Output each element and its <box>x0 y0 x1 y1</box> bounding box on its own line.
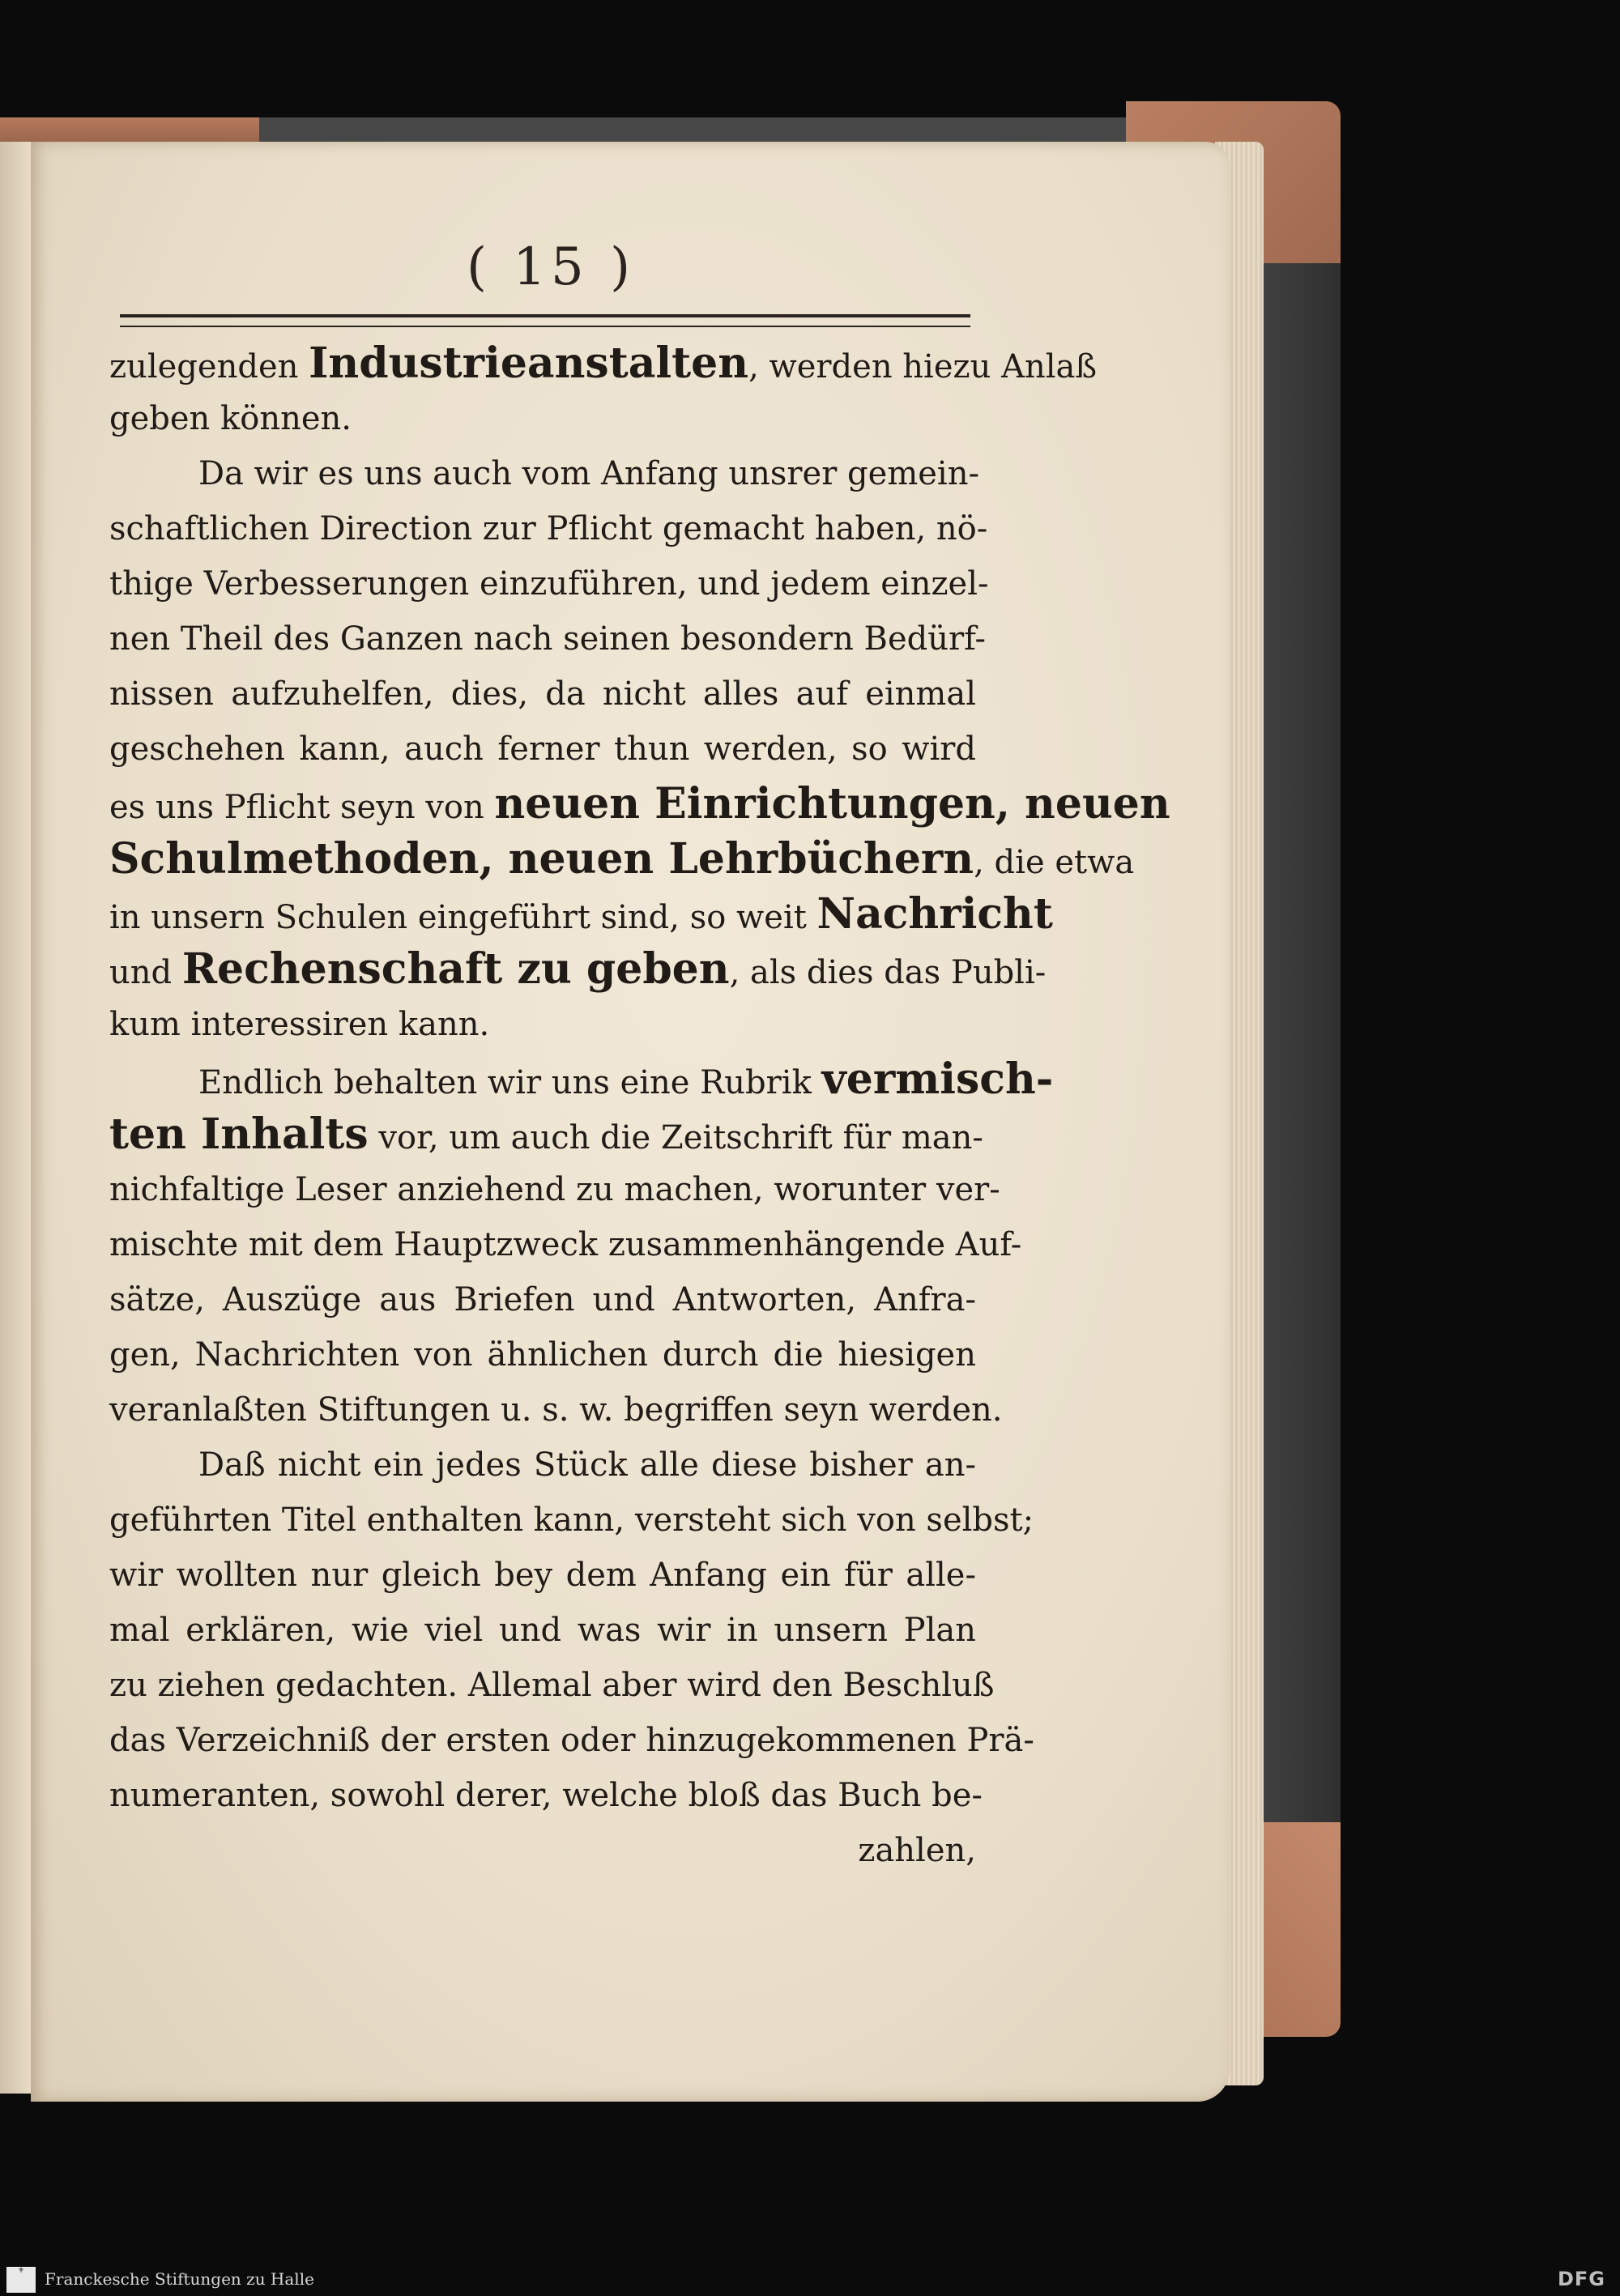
line-text: geführten Titel enthalten kann, versteht sich von selbst; <box>109 1502 1034 1539</box>
line-text: schaftlichen Direction zur Pflicht gemacht haben, nö- <box>109 510 988 547</box>
line-text: gen, Nachrichten von ähnlichen durch die hiesigen <box>109 1336 976 1374</box>
text-line <box>109 942 1047 997</box>
line-text: geschehen kann, auch ferner thun werden, so wird <box>109 731 976 768</box>
text-line <box>109 611 986 667</box>
text-line <box>109 1327 976 1382</box>
line-emphasis: Nachricht <box>816 889 1053 939</box>
text-line <box>109 1548 976 1603</box>
line-text: mischte mit dem Hauptzweck zusammenhängende Auf- <box>109 1226 1022 1263</box>
text-line <box>109 1438 976 1493</box>
text-line <box>109 391 976 446</box>
line-text: Daß nicht ein jedes Stück alle diese bisher an- <box>198 1446 976 1484</box>
line-text-after: , als dies das Publi- <box>729 954 1047 991</box>
line-text: sätze, Auszüge aus Briefen und Antworten, Anfra- <box>109 1281 976 1318</box>
text-line <box>109 997 976 1052</box>
text-line <box>109 1713 1034 1768</box>
line-text: zulegenden <box>109 348 309 386</box>
line-emphasis: Rechenschaft zu geben <box>181 944 730 994</box>
line-text: numeranten, sowohl derer, welche bloß das Buch be- <box>109 1777 983 1814</box>
line-text: veranlaßten Stiftungen u. s. w. begriffen seyn werden. <box>109 1391 1003 1429</box>
text-line <box>109 887 1053 942</box>
line-emphasis: ten Inhalts <box>109 1110 369 1159</box>
footer-institution-name: Franckesche Stiftungen zu Halle <box>45 2269 314 2289</box>
dfg-logo: DFG <box>1557 2268 1605 2290</box>
text-line <box>109 722 976 777</box>
text-line <box>109 1162 1000 1217</box>
page-text-block <box>109 336 1170 1878</box>
text-line <box>109 1382 1003 1438</box>
text-line <box>109 1603 976 1658</box>
text-line <box>109 777 1170 832</box>
text-line <box>109 446 980 501</box>
line-emphasis: vermisch- <box>821 1054 1054 1104</box>
line-text: thige Verbesserungen einzuführen, und jedem einzel- <box>109 565 989 603</box>
text-line <box>109 1658 995 1713</box>
text-line <box>109 1107 983 1162</box>
line-emphasis: Schulmethoden, neuen Lehrbüchern <box>109 834 974 884</box>
text-line <box>109 1768 983 1823</box>
text-line <box>109 1272 976 1327</box>
line-text: nissen aufzuhelfen, dies, da nicht alles auf einmal <box>109 675 976 713</box>
facing-page-edge <box>0 142 31 2094</box>
text-line <box>109 1052 1054 1107</box>
line-text: zahlen, <box>858 1832 976 1869</box>
line-text: mal erklären, wie viel und was wir in unsern Plan <box>109 1612 976 1649</box>
page-number: ( 15 ) <box>466 237 636 297</box>
institution-logo: ⚜ <box>6 2267 36 2293</box>
text-line <box>109 1493 1034 1548</box>
line-text: nen Theil des Ganzen nach seinen besondern Bedürf- <box>109 620 986 658</box>
line-emphasis: Industrieanstalten <box>309 339 749 388</box>
line-text: und <box>109 954 182 991</box>
header-rule <box>120 314 970 327</box>
line-text-after: , werden hiezu Anlaß <box>748 348 1098 386</box>
text-line <box>109 336 1098 391</box>
text-line <box>109 1823 976 1878</box>
text-line <box>109 556 989 611</box>
line-text-after: , die etwa <box>974 844 1135 881</box>
line-text: es uns Pflicht seyn von <box>109 789 495 826</box>
line-text: nichfaltige Leser anziehend zu machen, worunter ver- <box>109 1171 1000 1208</box>
line-text-after: vor, um auch die Zeitschrift für man- <box>368 1119 983 1157</box>
line-text: das Verzeichniß der ersten oder hinzugekommenen Prä- <box>109 1722 1034 1759</box>
line-text: in unsern Schulen eingeführt sind, so weit <box>109 899 817 936</box>
text-line <box>109 1217 1022 1272</box>
line-text: Da wir es uns auch vom Anfang unsrer gemein- <box>198 455 980 492</box>
line-text: wir wollten nur gleich bey dem Anfang ein für alle- <box>109 1557 976 1594</box>
text-line <box>109 501 988 556</box>
line-text: zu ziehen gedachten. Allemal aber wird den Beschluß <box>109 1667 995 1704</box>
line-text: geben können. <box>109 400 352 437</box>
line-text: Endlich behalten wir uns eine Rubrik <box>198 1064 822 1101</box>
text-line <box>109 667 976 722</box>
line-text: kum interessiren kann. <box>109 1006 490 1043</box>
line-emphasis: neuen Einrichtungen, neuen <box>494 779 1170 829</box>
text-line <box>109 832 1135 887</box>
